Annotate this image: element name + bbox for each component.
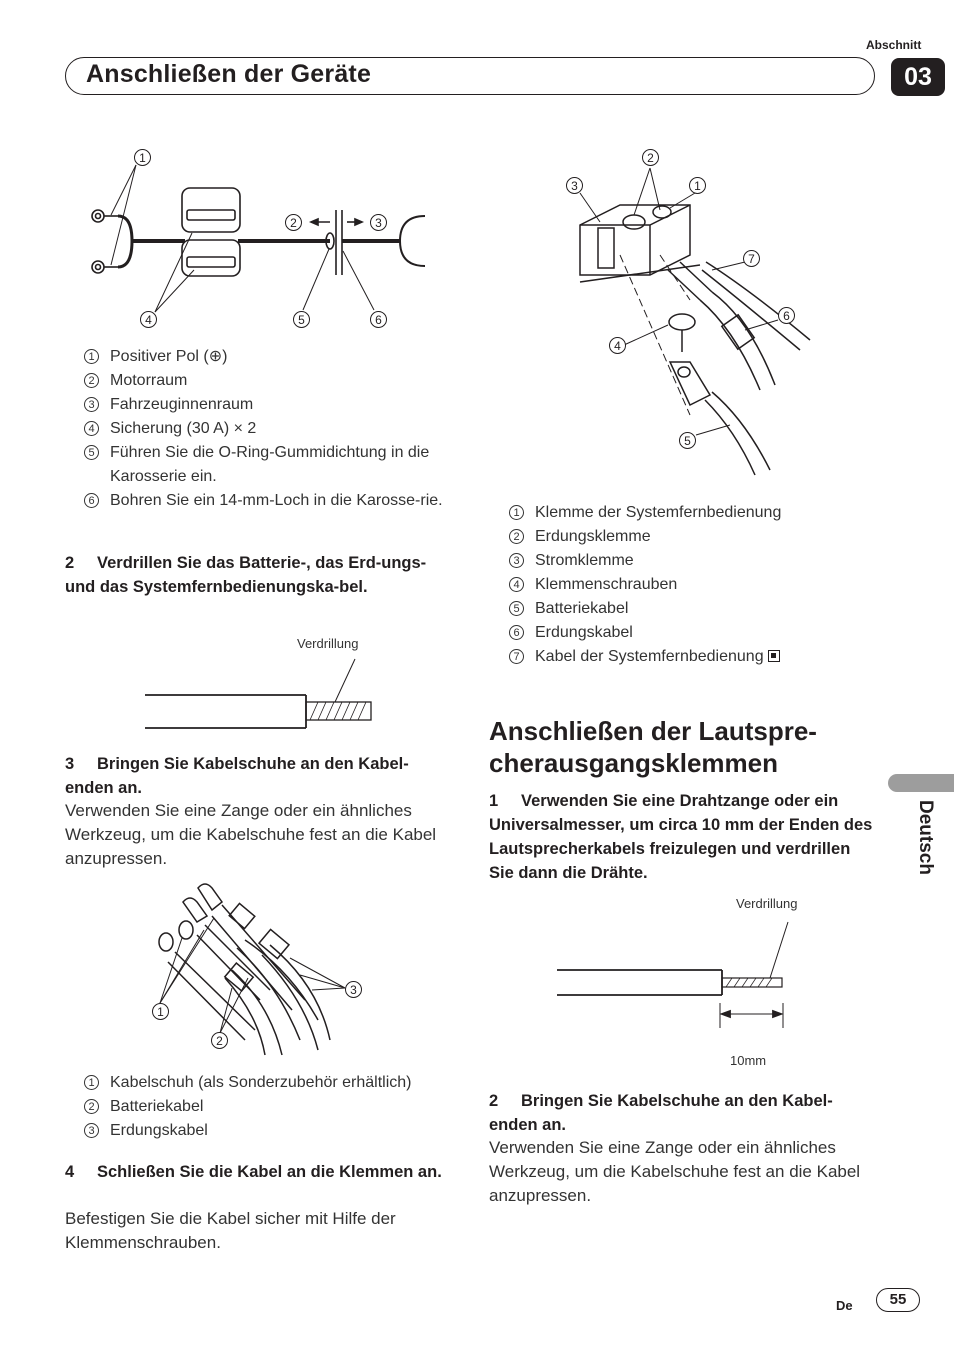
- speaker-step-1-heading: 1 Verwenden Sie eine Drahtzange oder ein Universalmesser, um circa 10 mm der Enden des Lautsprecherkabels freizulegen und verdrillen Sie dann die Drähte.: [489, 792, 873, 882]
- step-3-heading: 3 Bringen Sie Kabelschuhe an den Kabel-enden an.: [65, 755, 409, 797]
- legend-item: 3 Stromklemme: [509, 549, 889, 573]
- step-4-heading: 4 Schließen Sie die Kabel an die Klemmen an.: [65, 1163, 442, 1181]
- callout-4: 4: [140, 311, 157, 328]
- figure3-legend: [84, 1071, 464, 1143]
- legend-item: 7 Kabel der Systemfernbedienung: [509, 645, 889, 669]
- callout-6: 6: [370, 311, 387, 328]
- footer-language: De: [836, 1298, 853, 1313]
- callout-5: 5: [293, 311, 310, 328]
- legend-item: 6 Bohren Sie ein 14-mm-Loch in die Karosse-rie.: [84, 489, 454, 513]
- callout-3: 3: [345, 981, 362, 998]
- legend-item: 3 Fahrzeuginnenraum: [84, 393, 454, 417]
- callout-6: 6: [778, 307, 795, 324]
- callout-1: 1: [152, 1003, 169, 1020]
- language-tab: [888, 774, 954, 792]
- step-3-body: Verwenden Sie eine Zange oder ein ähnliches Werkzeug, um die Kabelschuhe fest an die Kabel anzupressen.: [65, 801, 437, 868]
- speaker-twist-label: Verdrillung: [736, 896, 798, 911]
- callout-2: 2: [211, 1032, 228, 1049]
- section-number-badge: 03: [891, 58, 945, 96]
- legend-item: 5 Batteriekabel: [509, 597, 889, 621]
- legend-item: 6 Erdungskabel: [509, 621, 889, 645]
- legend-item: 2 Motorraum: [84, 369, 454, 393]
- callout-1: 1: [689, 177, 706, 194]
- legend-item: 1 Kabelschuh (als Sonderzubehör erhältlich): [84, 1071, 464, 1095]
- speaker-step-2-heading: 2 Bringen Sie Kabelschuhe an den Kabel-enden an.: [489, 1092, 833, 1134]
- figure1-legend: [84, 345, 454, 513]
- dimension-label: 10mm: [730, 1053, 767, 1068]
- legend-item: 2 Erdungsklemme: [509, 525, 889, 549]
- legend-item: 3 Erdungskabel: [84, 1119, 464, 1143]
- legend-item: 1 Klemme der Systemfernbedienung: [509, 501, 889, 525]
- page-title: Anschließen der Geräte: [86, 60, 372, 88]
- speaker-section-heading: Anschließen der Lautspre-cherausgangsklemmen: [489, 716, 817, 778]
- callout-3: 3: [370, 214, 387, 231]
- callout-2: 2: [285, 214, 302, 231]
- step-4-body: Befestigen Sie die Kabel sicher mit Hilfe der Klemmenschrauben.: [65, 1209, 396, 1252]
- figure2-legend: [509, 501, 889, 669]
- page-number: 55: [876, 1288, 920, 1312]
- callout-2: 2: [642, 149, 659, 166]
- legend-item: 4 Klemmenschrauben: [509, 573, 889, 597]
- language-label: Deutsch: [915, 800, 936, 875]
- legend-item: 4 Sicherung (30 A) × 2: [84, 417, 454, 441]
- legend-item: 5 Führen Sie die O-Ring-Gummidichtung in die Karosserie ein.: [84, 441, 454, 489]
- callout-1: 1: [134, 149, 151, 166]
- legend-item: 1 Positiver Pol (⊕): [84, 345, 454, 369]
- section-label: Abschnitt: [866, 38, 922, 52]
- callout-3: 3: [566, 177, 583, 194]
- twist-label: Verdrillung: [297, 636, 359, 651]
- speaker-step-2-body: Verwenden Sie eine Zange oder ein ähnliches Werkzeug, um die Kabelschuhe fest an die Kabel anzupressen.: [489, 1138, 861, 1205]
- callout-4: 4: [609, 337, 626, 354]
- legend-item: 2 Batteriekabel: [84, 1095, 464, 1119]
- step-2-heading: 2 Verdrillen Sie das Batterie-, das Erd-ungs- und das Systemfernbedienungska-bel.: [65, 554, 427, 596]
- end-mark-icon: [768, 650, 780, 662]
- header-bar: [65, 57, 875, 95]
- callout-7: 7: [743, 250, 760, 267]
- callout-5: 5: [679, 432, 696, 449]
